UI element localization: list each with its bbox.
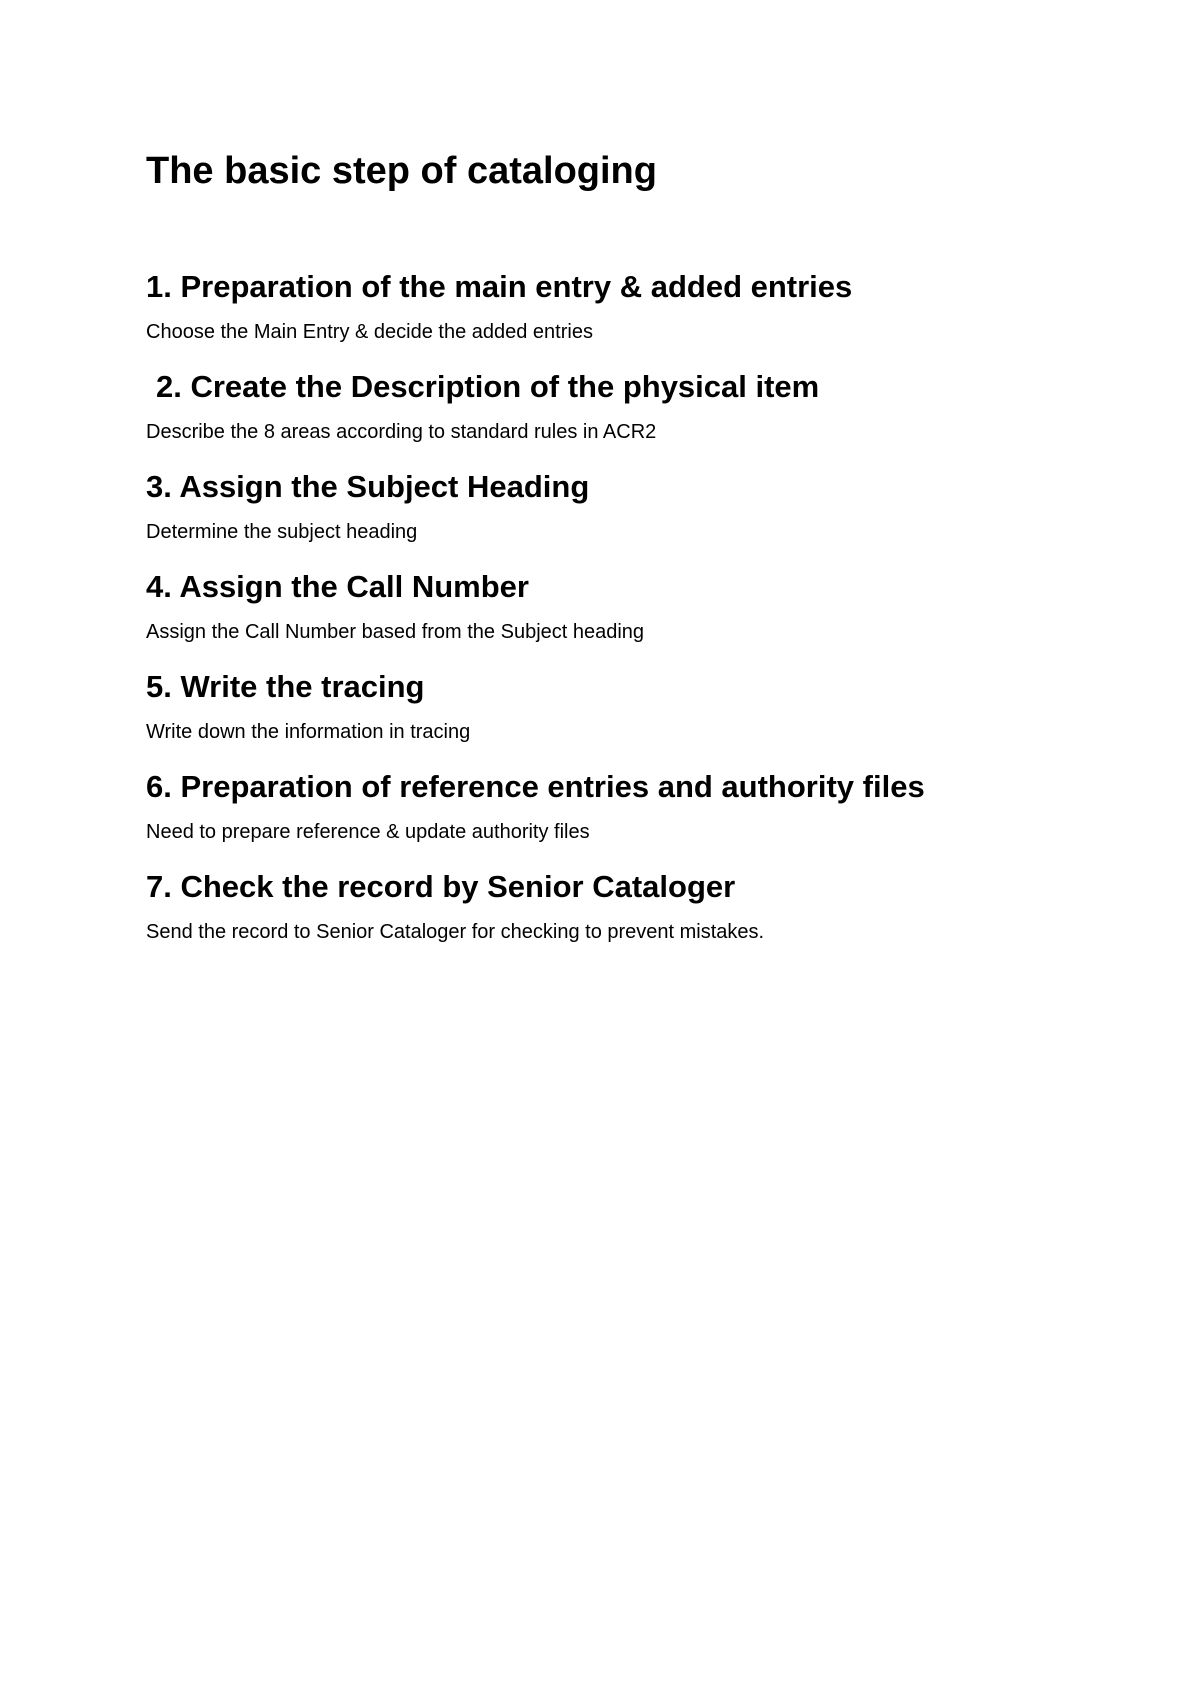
page-title: The basic step of cataloging: [146, 150, 657, 192]
step-heading: 2. Create the Description of the physical item: [156, 369, 820, 404]
step-description: Describe the 8 areas according to standard rules in ACR2: [146, 421, 657, 443]
step-section-7: [146, 868, 1146, 944]
step-heading: 5. Write the tracing: [146, 669, 425, 704]
step-section-1: [146, 268, 1146, 344]
step-heading: 7. Check the record by Senior Cataloger: [146, 869, 736, 904]
step-section-2: [146, 368, 1146, 444]
step-description: Determine the subject heading: [146, 521, 418, 543]
step-section-3: [146, 468, 1146, 544]
step-section-6: [146, 768, 1146, 844]
step-description: Assign the Call Number based from the Subject heading: [146, 621, 645, 643]
step-description: Need to prepare reference & update authority files: [146, 821, 590, 843]
step-description: Send the record to Senior Cataloger for checking to prevent mistakes.: [146, 921, 765, 943]
step-heading: 6. Preparation of reference entries and authority files: [146, 769, 925, 804]
step-heading: 1. Preparation of the main entry & added entries: [146, 269, 853, 304]
step-heading: 4. Assign the Call Number: [146, 569, 529, 604]
step-section-5: [146, 668, 1146, 744]
step-heading: 3. Assign the Subject Heading: [146, 469, 590, 504]
step-description: Choose the Main Entry & decide the added entries: [146, 321, 593, 343]
step-description: Write down the information in tracing: [146, 721, 471, 743]
step-section-4: [146, 568, 1146, 644]
